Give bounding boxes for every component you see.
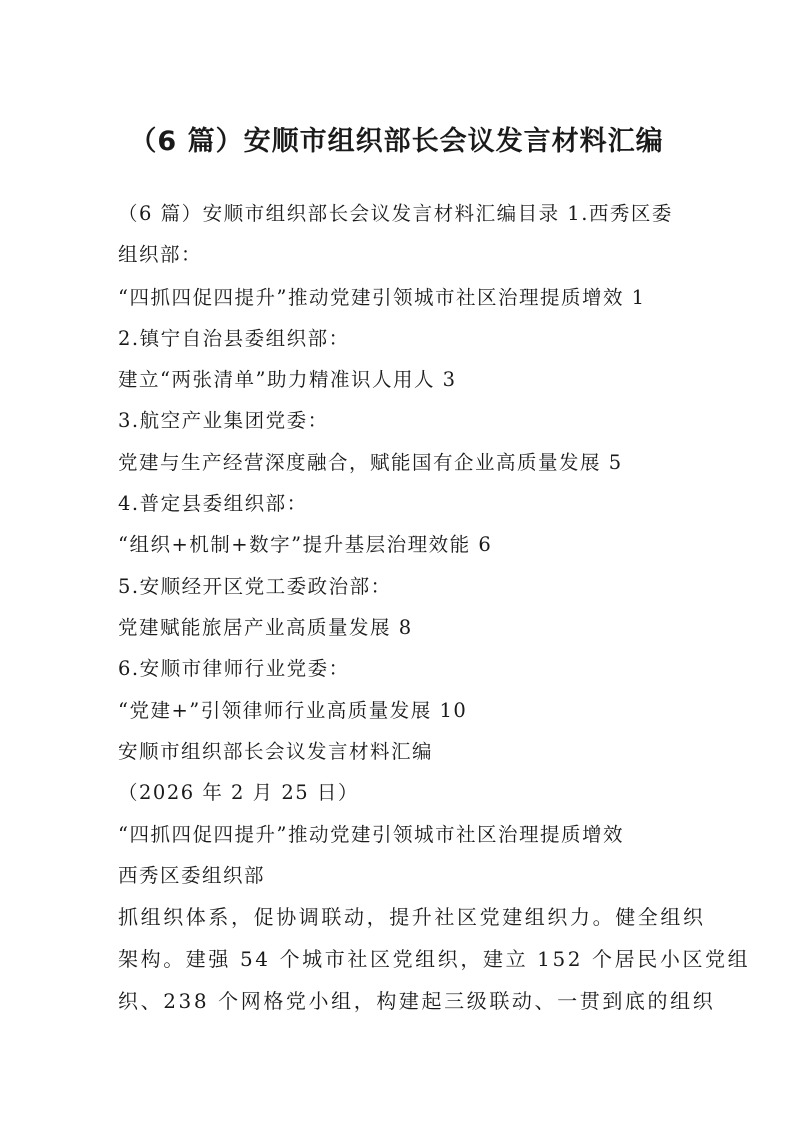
section-heading: 安顺市组织部长会议发言材料汇编 bbox=[118, 740, 434, 763]
toc-item: “党建+”引领律师行业高质量发展 10 bbox=[118, 699, 468, 722]
toc-item: “四抓四促四提升”推动党建引领城市社区治理提质增效 1 bbox=[118, 286, 646, 309]
section-date: （2026 年 2 月 25 日） bbox=[118, 781, 359, 804]
toc-item: 2.镇宁自治县委组织部： bbox=[118, 327, 350, 350]
toc-intro-line: （6 篇）安顺市组织部长会议发言材料汇编目录 1.西秀区委 bbox=[118, 202, 673, 225]
toc-item: 5.安顺经开区党工委政治部： bbox=[118, 575, 392, 598]
body-paragraph-line: 架构。建强 54 个城市社区党组织，建立 152 个居民小区党组 bbox=[118, 947, 751, 971]
toc-item: 党建赋能旅居产业高质量发展 8 bbox=[118, 616, 413, 639]
toc-item: 3.航空产业集团党委： bbox=[118, 409, 329, 432]
toc-item: 建立“两张清单”助力精准识人用人 3 bbox=[118, 368, 457, 391]
toc-item: “组织+机制+数字”提升基层治理效能 6 bbox=[118, 533, 493, 556]
body-paragraph-line: 织、238 个网格党小组，构建起三级联动、一贯到底的组织 bbox=[118, 989, 716, 1013]
document-title: （6 篇）安顺市组织部长会议发言材料汇编 bbox=[129, 126, 664, 157]
article-title: “四抓四促四提升”推动党建引领城市社区治理提质增效 bbox=[118, 823, 624, 846]
body-paragraph-line: 抓组织体系，促协调联动，提升社区党建组织力。健全组织 bbox=[118, 905, 706, 929]
toc-item: 党建与生产经营深度融合，赋能国有企业高质量发展 5 bbox=[118, 451, 623, 474]
toc-intro-line: 组织部： bbox=[118, 243, 203, 266]
toc-item: 4.普定县委组织部： bbox=[118, 492, 308, 515]
article-author: 西秀区委组织部 bbox=[118, 864, 266, 887]
toc-item: 6.安顺市律师行业党委： bbox=[118, 657, 350, 680]
